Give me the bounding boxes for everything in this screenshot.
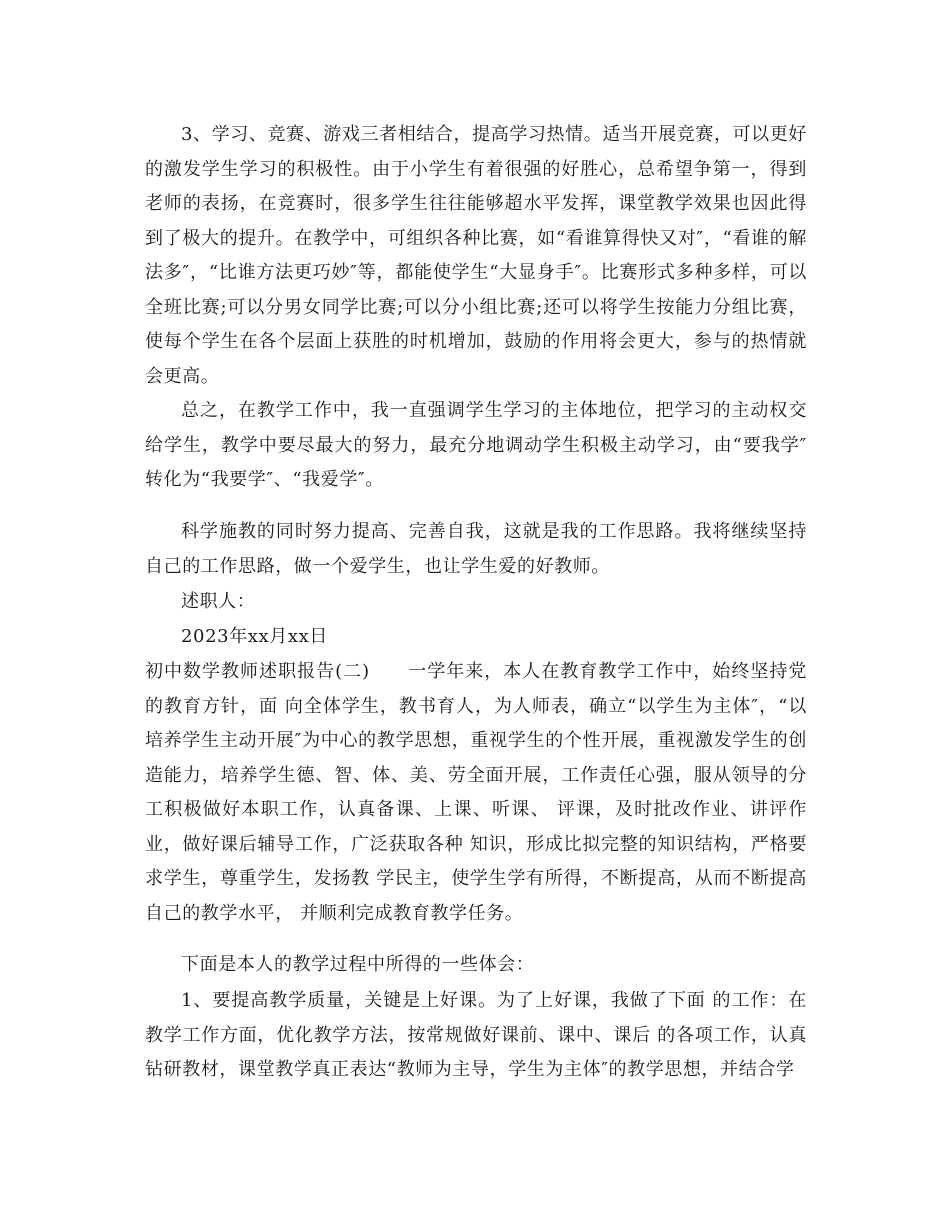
paragraph-competition: 3、学习、竞赛、游戏三者相结合，提高学习热情。适当开展竞赛，可以更好的激发学生学习的积极性。由于小学生有着很强的好胜心，总希望争第一，得到老师的表扬，在竞赛时，很多学生往往能够超水平发挥，课堂教学效果也因此得到了极大的提升。在教学中，可组织各种比赛，如“看谁算得快又对″，“看谁的解法多″，“比谁方法更巧妙″等，都能使学生“大显身手″。比赛形式多种多样，可以全班比赛;可以分男女同学比赛;可以分小组比赛;还可以将学生按能力分组比赛，使每个学生在各个层面上获胜的时机增加，鼓励的作用将会更大，参与的热情就会更高。 <box>145 124 807 387</box>
report-date: 2023年xx月xx日 <box>181 626 329 647</box>
paragraph-work-approach: 科学施教的同时努力提高、完善自我，这就是我的工作思路。我将继续坚持自己的工作思路，做一个爱学生，也让学生爱的好教师。 <box>145 521 807 577</box>
paragraph-experience-intro: 下面是本人的教学过程中所得的一些体会： <box>181 954 535 975</box>
paragraph-teaching-quality: 1、要提高教学质量，关键是上好课。为了上好课，我做了下面 的工作：在教学工作方面，优化教学方法，按常规做好课前、课中、课后 的各项工作，认真钻研教材，课堂教学真正表达“教师为主导，学生为主体″的教学思想，并结合学 <box>145 990 807 1080</box>
paragraph-summary: 总之，在教学工作中，我一直强调学生学习的主体地位，把学习的主动权交给学生，教学中要尽最大的努力，最充分地调动学生积极主动学习，由“要我学″转化为“我要学″、“我爱学″。 <box>145 400 807 490</box>
signature-label: 述职人： <box>181 591 256 612</box>
paragraph-report-two: 初中数学教师述职报告(二) 一学年来，本人在教育教学工作中，始终坚持党的教育方针，面 向全体学生，教书育人，为人师表，确立“以学生为主体″，“以培养学生主动开展″为中心的教学思想，重视学生的个性开展，重视激发学生的创造能力，培养学生德、智、体、美、劳全面开展，工作责任心强，服从领导的分工积极做好本职工作，认真备课、上课、听课、 评课，及时批改作业、讲评作业，做好课后辅导工作，广泛获取各种 知识，形成比拟完整的知识结构，严格要求学生，尊重学生，发扬教 学民主，使学生学有所得，不断提高，从而不断提高自己的教学水平， 并顺利完成教育教学任务。 <box>145 661 807 924</box>
